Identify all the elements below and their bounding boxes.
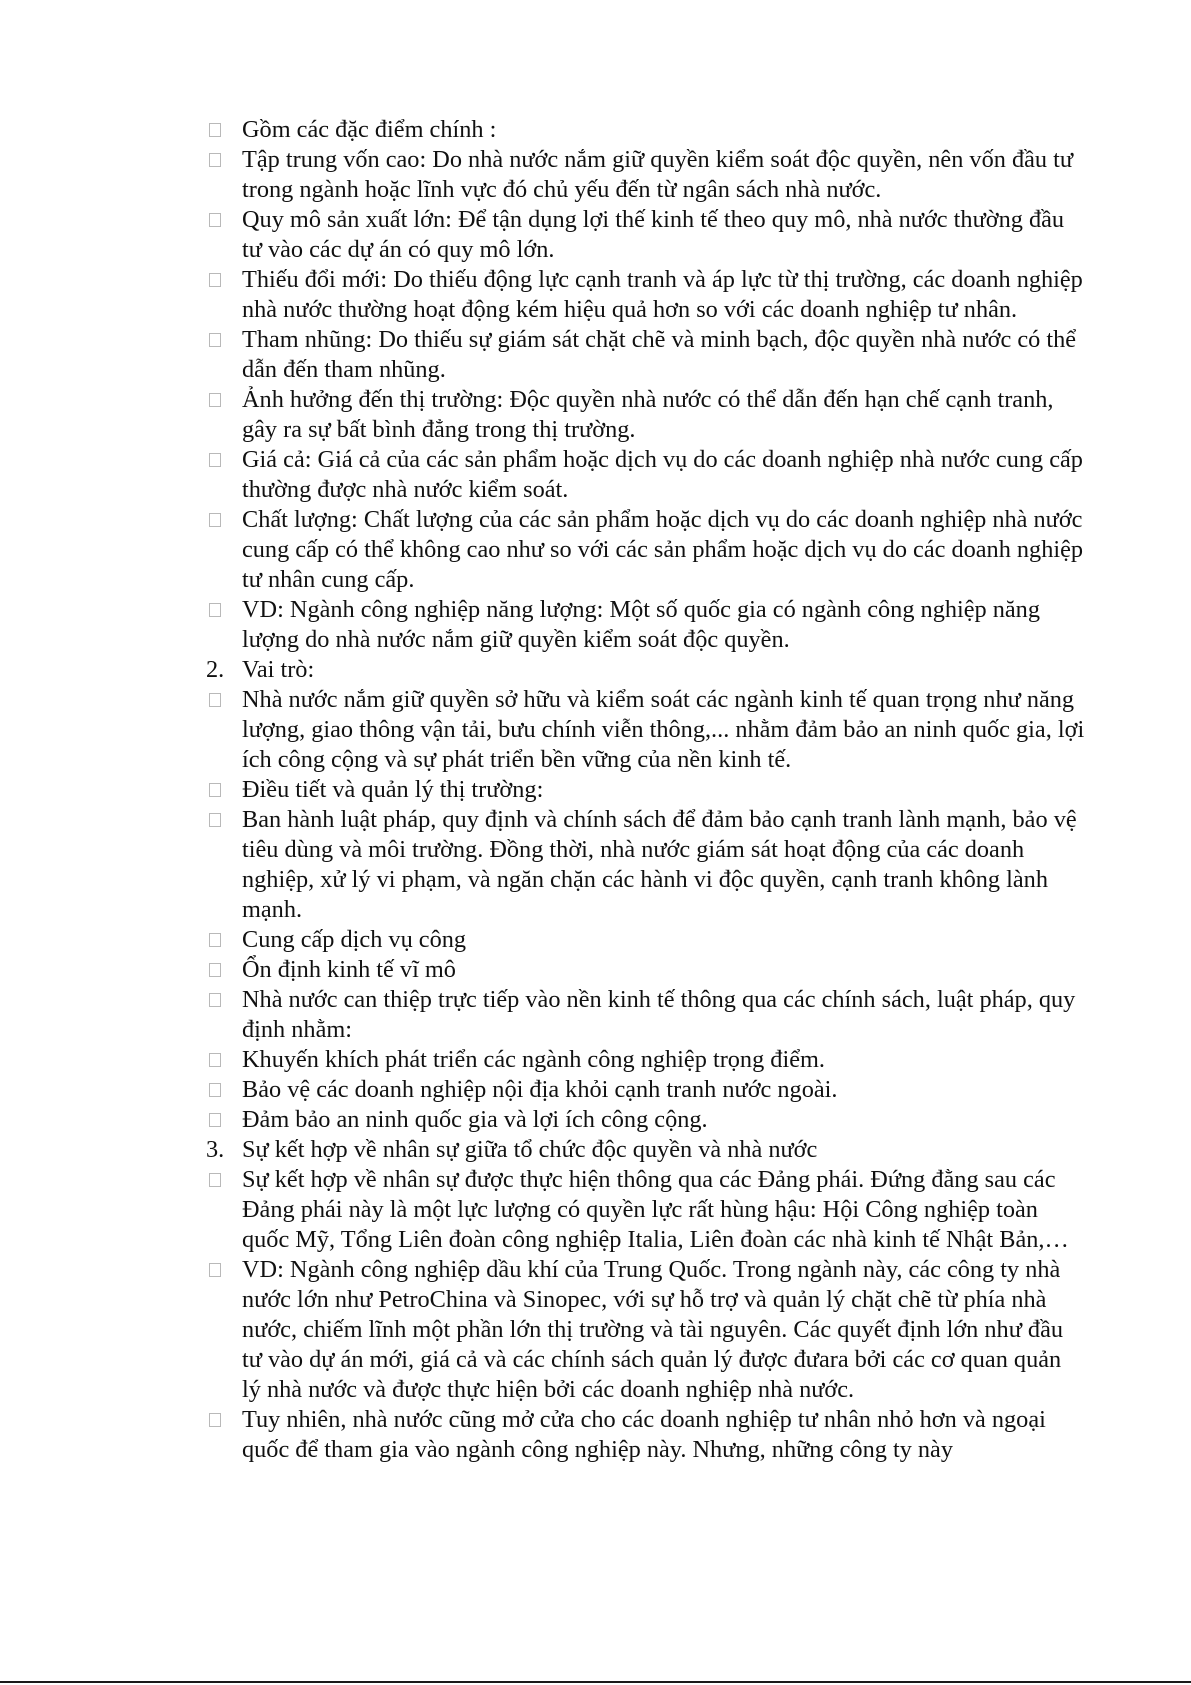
list-item-text: Tập trung vốn cao: Do nhà nước nắm giữ quyền kiểm soát độc quyền, nên vốn đầu tư trong ngành hoặc lĩnh vực đó chủ yếu đến từ ngân sách nhà nước. (242, 146, 1074, 203)
bullet-box-icon (209, 153, 221, 167)
list-item-text: Tuy nhiên, nhà nước cũng mở cửa cho các doanh nghiệp tư nhân nhỏ hơn và ngoại quốc để tham gia vào ngành công nghiệp này. Nhưng, những công ty này (242, 1406, 1046, 1463)
page-bottom-divider (0, 1681, 1191, 1683)
list-item (206, 595, 1086, 655)
list-item (206, 1075, 1086, 1105)
list-item (206, 955, 1086, 985)
bullet-box-icon (209, 1173, 221, 1187)
section-number: 3. (206, 1136, 225, 1163)
list-item (206, 805, 1086, 925)
bullet-box-icon (209, 993, 221, 1007)
list-item (206, 775, 1086, 805)
section-number: 2. (206, 656, 225, 683)
list-item-text: Nhà nước can thiệp trực tiếp vào nền kinh tế thông qua các chính sách, luật pháp, quy định nhằm: (242, 986, 1076, 1043)
section-heading-text: Vai trò: (242, 656, 315, 683)
list-item (206, 685, 1086, 775)
bullet-box-icon (209, 693, 221, 707)
list-item (206, 325, 1086, 385)
list-item-text: VD: Ngành công nghiệp năng lượng: Một số quốc gia có ngành công nghiệp năng lượng do nhà nước nắm giữ quyền kiểm soát độc quyền. (242, 596, 1040, 653)
list-item-text: Thiếu đổi mới: Do thiếu động lực cạnh tranh và áp lực từ thị trường, các doanh nghiệp nhà nước thường hoạt động kém hiệu quả hơn so với các doanh nghiệp tư nhân. (242, 266, 1083, 323)
list-item-text: Giá cả: Giá cả của các sản phẩm hoặc dịch vụ do các doanh nghiệp nhà nước cung cấp thường được nhà nước kiểm soát. (242, 446, 1083, 503)
bullet-box-icon (209, 213, 221, 227)
list-item (206, 445, 1086, 505)
list-item (206, 1165, 1086, 1255)
bullet-box-icon (209, 963, 221, 977)
list-item-text: Khuyến khích phát triển các ngành công nghiệp trọng điểm. (242, 1046, 825, 1073)
list-item (206, 505, 1086, 595)
bullet-box-icon (209, 453, 221, 467)
list-item-text: Ban hành luật pháp, quy định và chính sách để đảm bảo cạnh tranh lành mạnh, bảo vệ tiêu dùng và môi trường. Đồng thời, nhà nước giám sát hoạt động của các doanh nghiệp, xử lý vi phạm, và ngăn chặn các hành vi độc quyền, cạnh tranh không lành mạnh. (242, 806, 1077, 923)
numbered-heading (206, 1135, 1086, 1165)
list-item-text: Sự kết hợp về nhân sự được thực hiện thông qua các Đảng phái. Đứng đằng sau các Đảng phái này là một lực lượng có quyền lực rất hùng hậu: Hội Công nghiệp toàn quốc Mỹ, Tổng Liên đoàn công nghiệp Italia, Liên đoàn các nhà kinh tế Nhật Bản,… (242, 1166, 1069, 1253)
list-item (206, 985, 1086, 1045)
list-item (206, 115, 1086, 145)
list-item-text: Nhà nước nắm giữ quyền sở hữu và kiểm soát các ngành kinh tế quan trọng như năng lượng, giao thông vận tải, bưu chính viễn thông,... nhằm đảm bảo an ninh quốc gia, lợi ích công cộng và sự phát triển bền vững của nền kinh tế. (242, 686, 1085, 773)
bullet-box-icon (209, 1113, 221, 1127)
bullet-box-icon (209, 1053, 221, 1067)
list-item-text: VD: Ngành công nghiệp dầu khí của Trung Quốc. Trong ngành này, các công ty nhà nước lớn như PetroChina và Sinopec, với sự hỗ trợ và quản lý chặt chẽ từ phía nhà nước, chiếm lĩnh một phần lớn thị trường và tài nguyên. Các quyết định lớn như đầu tư vào dự án mới, giá cả và các chính sách quản lý được đưara bởi các cơ quan quản lý nhà nước và được thực hiện bởi các doanh nghiệp nhà nước. (242, 1256, 1064, 1403)
list-item (206, 1255, 1086, 1405)
list-item-text: Bảo vệ các doanh nghiệp nội địa khỏi cạnh tranh nước ngoài. (242, 1076, 838, 1103)
numbered-heading (206, 655, 1086, 685)
document-body (206, 115, 1086, 1465)
bullet-box-icon (209, 333, 221, 347)
list-item-text: Chất lượng: Chất lượng của các sản phẩm hoặc dịch vụ do các doanh nghiệp nhà nước cung cấp có thể không cao như so với các sản phẩm hoặc dịch vụ do các doanh nghiệp tư nhân cung cấp. (242, 506, 1084, 593)
list-item (206, 1405, 1086, 1465)
bullet-box-icon (209, 603, 221, 617)
list-item-text: Quy mô sản xuất lớn: Để tận dụng lợi thế kinh tế theo quy mô, nhà nước thường đầu tư vào các dự án có quy mô lớn. (242, 206, 1065, 263)
bullet-box-icon (209, 123, 221, 137)
list-item (206, 205, 1086, 265)
list-item-text: Ảnh hưởng đến thị trường: Độc quyền nhà nước có thể dẫn đến hạn chế cạnh tranh, gây ra sự bất bình đẳng trong thị trường. (242, 386, 1054, 443)
list-item-text: Gồm các đặc điểm chính : (242, 116, 497, 143)
list-item (206, 265, 1086, 325)
list-item-text: Ổn định kinh tế vĩ mô (242, 956, 456, 983)
list-item-text: Tham nhũng: Do thiếu sự giám sát chặt chẽ và minh bạch, độc quyền nhà nước có thể dẫn đến tham nhũng. (242, 326, 1077, 383)
list-item (206, 925, 1086, 955)
bullet-box-icon (209, 1263, 221, 1277)
list-item (206, 145, 1086, 205)
list-item-text: Đảm bảo an ninh quốc gia và lợi ích công cộng. (242, 1106, 708, 1133)
bullet-box-icon (209, 1083, 221, 1097)
bullet-box-icon (209, 393, 221, 407)
bullet-box-icon (209, 1413, 221, 1427)
bullet-box-icon (209, 813, 221, 827)
bullet-box-icon (209, 273, 221, 287)
list-item-text: Cung cấp dịch vụ công (242, 926, 467, 953)
list-item-text: Điều tiết và quản lý thị trường: (242, 776, 544, 803)
list-item (206, 385, 1086, 445)
bullet-box-icon (209, 513, 221, 527)
bullet-box-icon (209, 933, 221, 947)
list-item (206, 1105, 1086, 1135)
list-item (206, 1045, 1086, 1075)
bullet-box-icon (209, 783, 221, 797)
section-heading-text: Sự kết hợp về nhân sự giữa tổ chức độc quyền và nhà nước (242, 1136, 818, 1163)
